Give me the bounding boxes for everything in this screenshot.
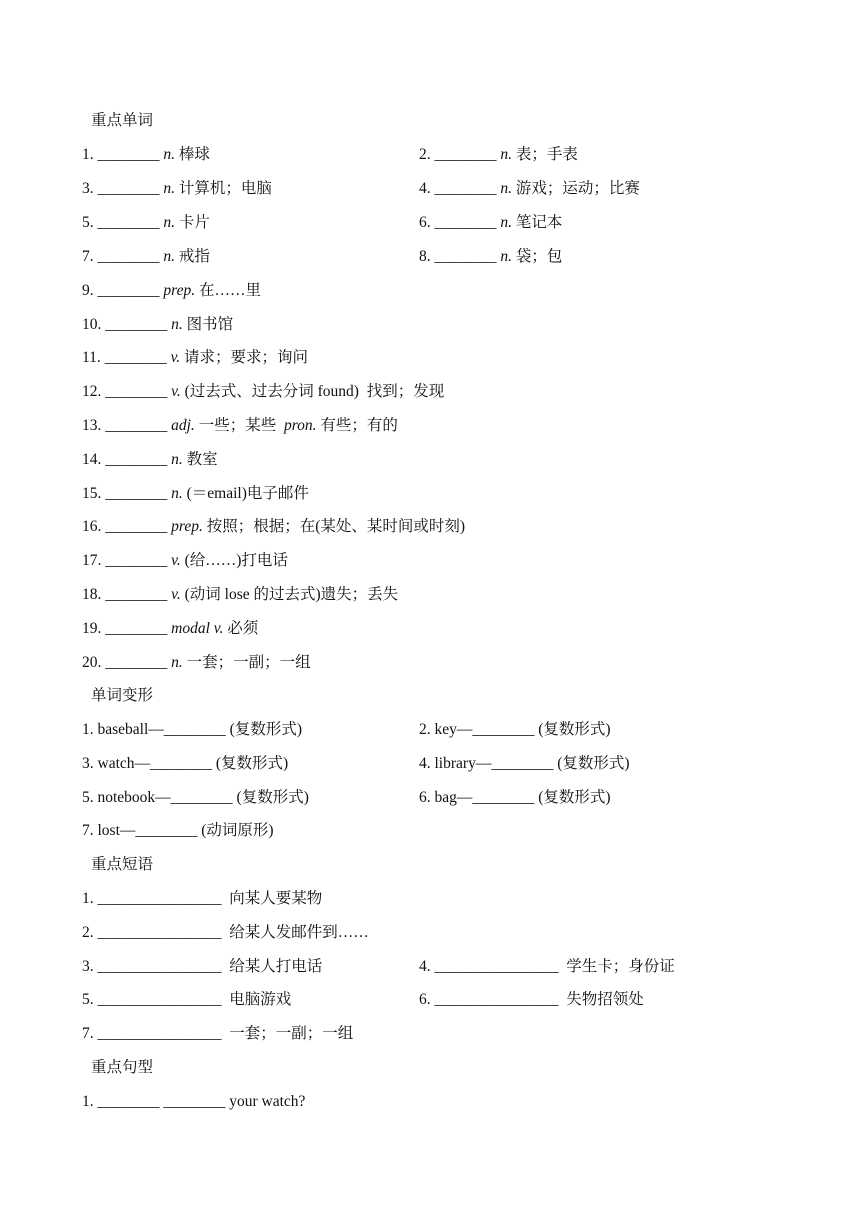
form-item: 1. baseball—________ (复数形式) — [82, 721, 302, 738]
word-item: 11. ________ v. 请求；要求；询问 — [82, 349, 309, 366]
phrase-item: 3. ________________ 给某人打电话 — [82, 958, 323, 975]
section-heading-words: 重点单词 — [91, 112, 154, 129]
form-item: 2. key—________ (复数形式) — [419, 721, 611, 738]
word-item: 16. ________ prep. 按照；根据；在(某处、某时间或时刻) — [82, 518, 466, 535]
form-item: 7. lost—________ (动词原形) — [82, 822, 274, 839]
word-item: 14. ________ n. 教室 — [82, 451, 218, 468]
section-heading-forms: 单词变形 — [91, 687, 154, 704]
word-item: 8. ________ n. 袋；包 — [419, 248, 563, 265]
phrase-item: 4. ________________ 学生卡；身份证 — [419, 958, 675, 975]
word-item: 18. ________ v. (动词 lose 的过去式)遗失；丢失 — [82, 586, 399, 603]
word-item: 12. ________ v. (过去式、过去分词 found) 找到；发现 — [82, 383, 445, 400]
word-item: 2. ________ n. 表；手表 — [419, 146, 578, 163]
word-item: 13. ________ adj. 一些；某些 pron. 有些；有的 — [82, 417, 398, 434]
word-item: 5. ________ n. 卡片 — [82, 214, 210, 231]
section-heading-sentences: 重点句型 — [91, 1059, 154, 1076]
phrase-item: 2. ________________ 给某人发邮件到…… — [82, 924, 369, 941]
word-item: 17. ________ v. (给……)打电话 — [82, 552, 288, 569]
sentence-item: 1. ________ ________ your watch? — [82, 1093, 306, 1110]
section-heading-phrases: 重点短语 — [91, 856, 154, 873]
word-item: 10. ________ n. 图书馆 — [82, 316, 234, 333]
word-item: 6. ________ n. 笔记本 — [419, 214, 563, 231]
form-item: 5. notebook—________ (复数形式) — [82, 789, 309, 806]
phrase-item: 6. ________________ 失物招领处 — [419, 991, 644, 1008]
word-item: 9. ________ prep. 在……里 — [82, 282, 261, 299]
word-item: 3. ________ n. 计算机；电脑 — [82, 180, 272, 197]
word-item: 19. ________ modal v. 必须 — [82, 620, 259, 637]
word-item: 4. ________ n. 游戏；运动；比赛 — [419, 180, 640, 197]
word-item: 15. ________ n. (＝email)电子邮件 — [82, 485, 309, 502]
word-item: 1. ________ n. 棒球 — [82, 146, 210, 163]
phrase-item: 5. ________________ 电脑游戏 — [82, 991, 292, 1008]
phrase-item: 7. ________________ 一套；一副；一组 — [82, 1025, 354, 1042]
word-item: 7. ________ n. 戒指 — [82, 248, 210, 265]
word-item: 20. ________ n. 一套；一副；一组 — [82, 654, 311, 671]
form-item: 6. bag—________ (复数形式) — [419, 789, 611, 806]
phrase-item: 1. ________________ 向某人要某物 — [82, 890, 323, 907]
form-item: 3. watch—________ (复数形式) — [82, 755, 289, 772]
form-item: 4. library—________ (复数形式) — [419, 755, 630, 772]
